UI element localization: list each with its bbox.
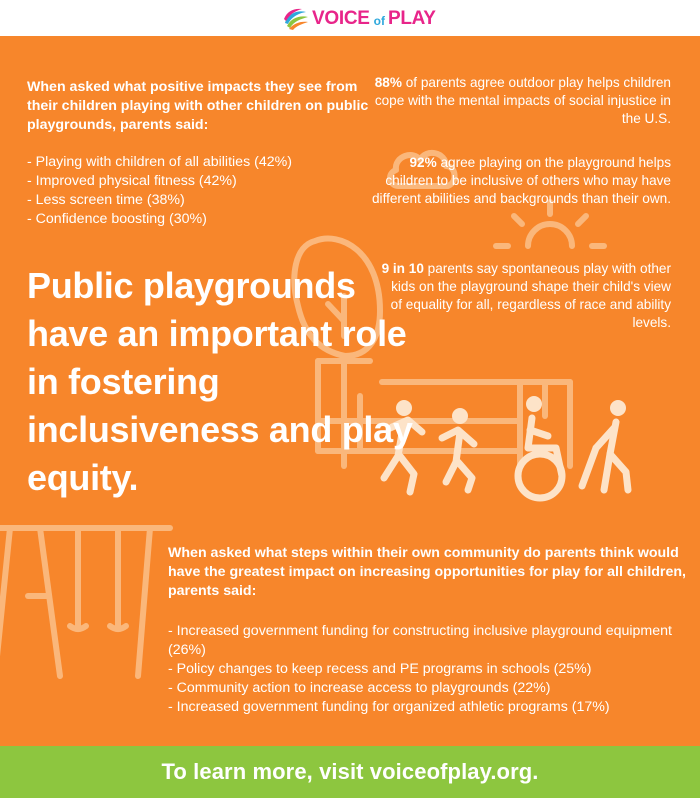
steps-list: [168, 622, 688, 717]
impacts-list: [27, 153, 367, 229]
list-item: - Confidence boosting (30%): [27, 211, 207, 227]
stat-outdoor-play: [371, 74, 671, 128]
voice-of-play-logo[interactable]: [282, 6, 436, 32]
logo-play-text: PLAY: [387, 8, 436, 29]
list-item: - Policy changes to keep recess and PE programs in schools (25%): [168, 661, 592, 677]
list-item: - Increased government funding for organized athletic programs (17%): [168, 699, 610, 715]
list-item: - Community action to increase access to playgrounds (22%): [168, 680, 551, 696]
list-item: - Improved physical fitness (42%): [27, 173, 237, 189]
infographic-body: [0, 36, 700, 746]
headline: Public playgrounds have an important role in fostering inclusiveness and play equity.: [27, 265, 413, 498]
swirl-logo-icon: [282, 7, 310, 31]
logo-of-text: of: [373, 14, 385, 28]
stat-inclusive-play: [371, 154, 671, 208]
list-item: - Increased government funding for constructing inclusive playground equipment (26%): [168, 623, 672, 658]
footer-link-text[interactable]: To learn more, visit voiceofplay.org.: [161, 759, 539, 784]
footer-banner: [0, 746, 700, 798]
steps-heading: When asked what steps within their own community do parents think would have the greatest impact on increasing opportunities for play for all children, parents said:: [168, 545, 686, 599]
person-with-cane-icon: [582, 400, 628, 490]
list-item: - Playing with children of all abilities (42%): [27, 154, 292, 170]
stat-equality-view: [381, 260, 671, 332]
swing-set-icon: [0, 528, 170, 676]
list-item: - Less screen time (38%): [27, 192, 185, 208]
wheelchair-user-icon: [518, 396, 562, 498]
stat-text: agree playing on the playground helps children to be inclusive of others who may have different abilities and backgrounds than their own.: [371, 155, 671, 206]
header: [0, 0, 700, 36]
logo-voice-text: VOICE: [312, 8, 370, 29]
stat-text: of parents agree outdoor play helps children cope with the mental impacts of social injustice in the U.S.: [374, 75, 671, 126]
stat-text: parents say spontaneous play with other kids on the playground shape their child's view of equality for all, regardless of race and ability levels.: [390, 261, 671, 330]
stat-value: 92%: [409, 155, 437, 170]
stat-value: 9 in 10: [381, 261, 424, 276]
impacts-heading: When asked what positive impacts they see from their children playing with other children on public playgrounds, parents said:: [27, 79, 369, 133]
sun-icon: [496, 202, 604, 246]
stat-value: 88%: [374, 75, 402, 90]
